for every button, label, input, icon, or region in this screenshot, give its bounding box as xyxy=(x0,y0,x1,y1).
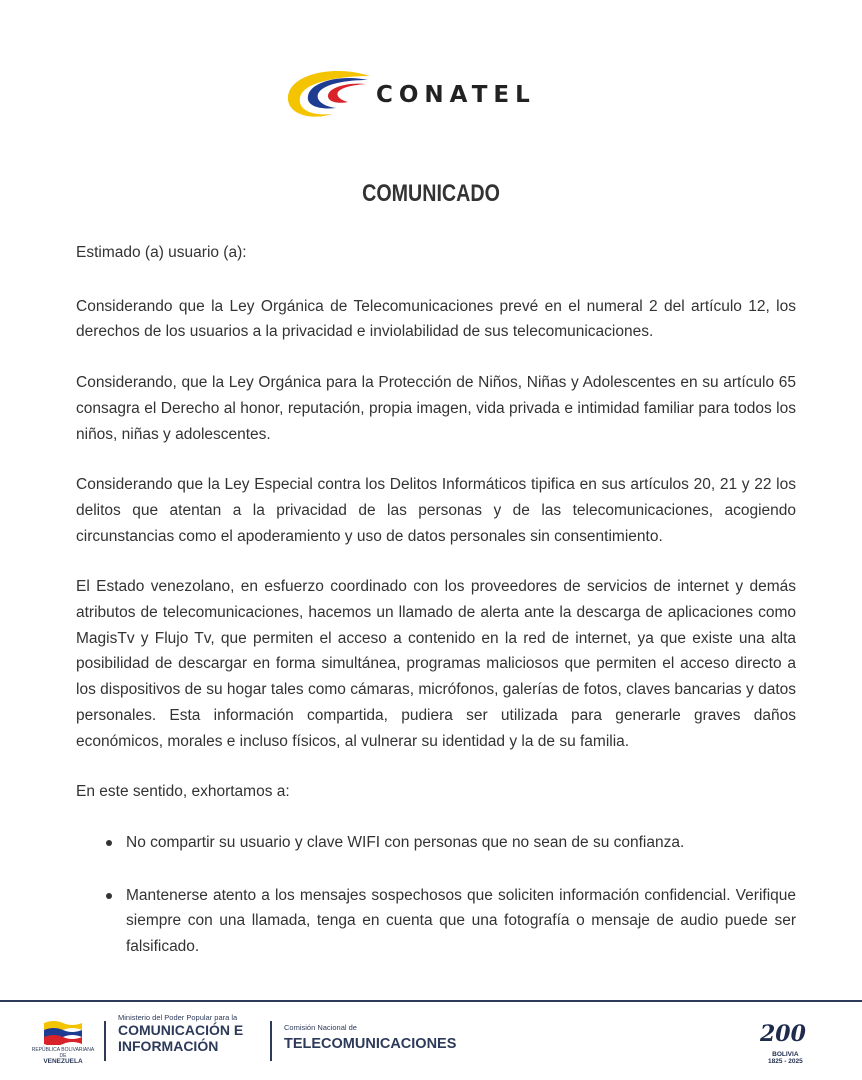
greeting: Estimado (a) usuario (a): xyxy=(76,244,247,261)
page-title: COMUNICADO xyxy=(362,180,500,207)
footer-separator xyxy=(270,1021,272,1061)
venezuela-label xyxy=(30,1047,96,1065)
paragraph: Considerando que la Ley Orgánica de Telecomunicaciones prevé en el numeral 2 del artículo 12, los derechos de los usuarios a la privacidad e inviolabilidad de sus telecomunicaciones. xyxy=(76,297,796,341)
ministry-small-text: Ministerio del Poder Popular para la xyxy=(118,1013,238,1022)
footer-separator xyxy=(104,1021,106,1061)
list-item xyxy=(106,830,796,856)
venezuela-country-text: VENEZUELA xyxy=(43,1058,83,1065)
commission-big-text: TELECOMUNICACIONES xyxy=(284,1036,457,1052)
bolivia-caption xyxy=(768,1051,803,1065)
conatel-swoosh-icon xyxy=(284,68,376,124)
commission-label xyxy=(284,1023,456,1052)
bolivia-years: 1825 - 2025 xyxy=(768,1058,803,1065)
venezuela-flag-icon xyxy=(44,1019,82,1045)
conatel-logo-text: CONATEL xyxy=(376,82,536,108)
bolivia-name: BOLIVIA xyxy=(772,1051,799,1058)
list-item-text: No compartir su usuario y clave WIFI con personas que no sean de su confianza. xyxy=(126,833,685,851)
commission-small-text: Comisión Nacional de xyxy=(284,1023,357,1032)
list-item-text: Mantenerse atento a los mensajes sospechosos que soliciten información confidencial. Verifique siempre con una llamada, tenga en cuenta que una fotografía o mensaje de audio puede ser falsificado. xyxy=(126,886,796,956)
bolivia-bicentennial-logo xyxy=(760,1021,820,1071)
conatel-logo xyxy=(284,68,584,124)
communique-body xyxy=(76,240,796,987)
venezuela-small-text: REPÚBLICA BOLIVARIANA DE xyxy=(31,1047,95,1059)
ministry-line2: INFORMACIÓN xyxy=(118,1038,219,1054)
ministry-line1: COMUNICACIÓN E xyxy=(118,1022,244,1038)
bullet-icon xyxy=(106,840,112,846)
paragraph: En este sentido, exhortamos a: xyxy=(76,783,290,801)
paragraph: Considerando que la Ley Especial contra los Delitos Informáticos tipifica en sus artículos 20, 21 y 22 los delitos que atentan a la privacidad de las personas y de las telecomunicaciones, acogiendo circunstancias como el apoderamiento y uso de datos personales sin consentimiento. xyxy=(76,476,796,545)
bullet-icon xyxy=(106,893,112,899)
list-item xyxy=(106,883,796,960)
footer-divider xyxy=(0,1000,862,1002)
paragraph: Considerando, que la Ley Orgánica para la Protección de Niños, Niñas y Adolescentes en su artículo 65 consagra el Derecho al honor, reputación, propia imagen, vida privada e intimidad familiar para todos los niños, niñas y adolescentes. xyxy=(76,374,796,443)
ministry-label xyxy=(118,1013,243,1054)
paragraph: El Estado venezolano, en esfuerzo coordinado con los proveedores de servicios de internet y demás atributos de telecomunicaciones, hacemos un llamado de alerta ante la descarga de aplicaciones como MagisTv y Flujo Tv, que permiten el acceso a contenido en la red de internet, ya que existe una alta posibilidad de descargar en forma simultánea, programas maliciosos que permiten el acceso directo a los dispositivos de su hogar tales como cámaras, micrófonos, galerías de fotos, claves bancarias y datos personales. Esta información compartida, pudiera ser utilizada para generarle graves daños económicos, morales e incluso físicos, al vulnerar su identidad y la de su familia. xyxy=(76,578,796,750)
recommendation-list xyxy=(76,830,796,960)
bolivia-number: 200 xyxy=(760,1021,806,1047)
footer xyxy=(0,1003,862,1080)
